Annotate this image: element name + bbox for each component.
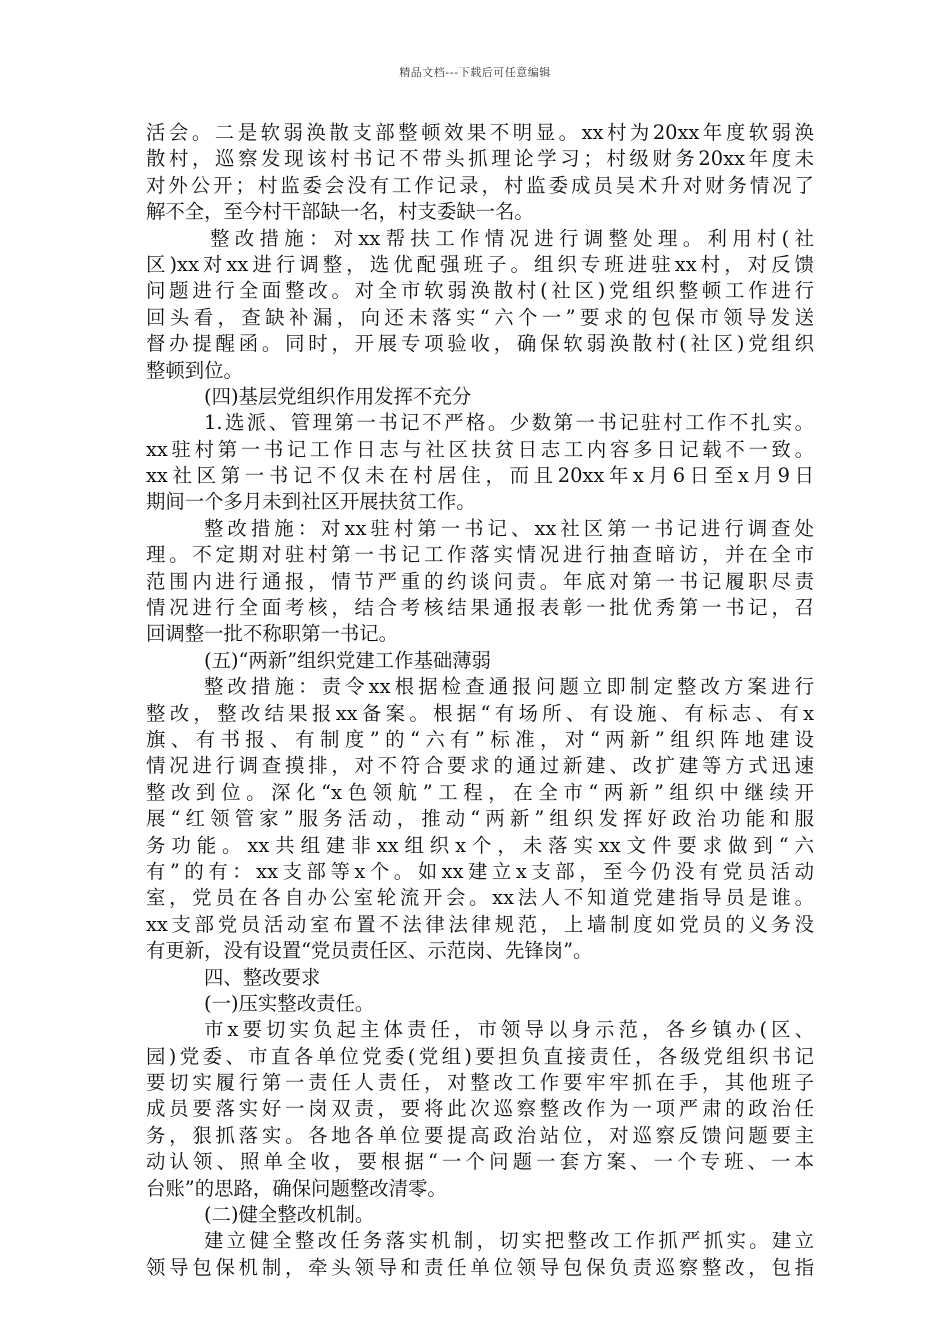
text-line: 整改措施：对xx帮扶工作情况进行调整处理。利用村(社 — [210, 226, 814, 250]
text-line: 整顿到位。 — [146, 358, 243, 382]
text-line: 整改措施：责令xx根据检查通报问题立即制定整改方案进行 — [204, 675, 814, 699]
text-line: 范围内进行通报，情节严重的约谈问责。年底对第一书记履职尽责 — [146, 569, 814, 593]
text-line: xx支部党员活动室布置不法律法律规范，上墙制度如党员的义务没 — [146, 912, 814, 936]
text-line: 1.选派、管理第一书记不严格。少数第一书记驻村工作不扎实。 — [204, 411, 814, 435]
text-line: 活会。二是软弱涣散支部整顿效果不明显。xx村为20xx年度软弱涣 — [146, 121, 814, 144]
text-line: (一)压实整改责任。 — [204, 991, 375, 1015]
text-line: xx社区第一书记不仅未在村居住，而且20xx年x月6日至x月9日 — [146, 464, 814, 488]
text-line: 有”的有：xx支部等x个。如xx建立x支部，至今仍没有党员活动 — [146, 859, 814, 883]
text-line: 回头看，查缺补漏，向还未落实“六个一”要求的包保市领导发送 — [146, 305, 814, 329]
text-line: 展“红领管家”服务活动，推动“两新”组织发挥好政治功能和服 — [146, 807, 814, 831]
text-line: 整改措施：对xx驻村第一书记、xx社区第一书记进行调查处 — [204, 516, 814, 540]
text-line: (五)“两新”组织党建工作基础薄弱 — [204, 648, 492, 672]
text-line: 整改，整改结果报xx备案。根据“有场所、有设施、有标志、有x — [146, 701, 815, 725]
text-line: 有更新，没有设置“党员责任区、示范岗、先锋岗”。 — [146, 939, 593, 963]
text-line: xx驻村第一书记工作日志与社区扶贫日志工内容多日记载不一致。 — [146, 437, 814, 461]
text-line: 散村，巡察发现该村书记不带头抓理论学习；村级财务20xx年度未 — [146, 147, 814, 171]
text-line: (二)健全整改机制。 — [204, 1203, 375, 1227]
text-line: 旗、有书报、有制度”的“六有”标准，对“两新”组织阵地建设 — [146, 727, 814, 751]
text-line: 期间一个多月未到社区开展扶贫工作。 — [146, 490, 476, 514]
text-line: 务功能。xx共组建非xx组织x个，未落实xx文件要求做到“六 — [146, 833, 814, 857]
text-line: 情况进行全面考核，结合考核结果通报表彰一批优秀第一书记，召 — [146, 596, 814, 620]
text-line: 整改到位。深化“x色领航”工程，在全市“两新”组织中继续开 — [146, 780, 814, 804]
text-line: (四)基层党组织作用发挥不充分 — [204, 384, 472, 408]
text-line: 区)xx对xx进行调整，选优配强班子。组织专班进驻xx村，对反馈 — [146, 252, 814, 276]
text-line: 问题进行全面整改。对全市软弱涣散村(社区)党组织整顿工作进行 — [146, 279, 814, 303]
text-line: 回调整一批不称职第一书记。 — [146, 622, 399, 646]
text-line: 市x要切实负起主体责任，市领导以身示范，各乡镇办(区、 — [204, 1018, 814, 1042]
text-line: 情况进行调查摸排，对不符合要求的通过新建、改扩建等方式迅速 — [146, 754, 814, 778]
text-line: 理。不定期对驻村第一书记工作落实情况进行抽查暗访，并在全市 — [146, 543, 814, 567]
text-line: 台账”的思路，确保问题整改清零。 — [146, 1176, 447, 1200]
text-line: 园)党委、市直各单位党委(党组)要担负直接责任，各级党组织书记 — [146, 1044, 814, 1068]
text-line: 室，党员在各自办公室轮流开会。xx法人不知道党建指导员是谁。 — [146, 886, 814, 910]
text-line: 成员要落实好一岗双责，要将此次巡察整改作为一项严肃的政治任 — [146, 1097, 814, 1121]
text-line: 要切实履行第一责任人责任，对整改工作要牢牢抓在手，其他班子 — [146, 1071, 814, 1095]
document-body — [146, 120, 814, 1281]
text-line: 四、整改要求 — [204, 965, 321, 989]
text-line: 动认领、照单全收，要根据“一个问题一套方案、一个专班、一本 — [146, 1150, 814, 1174]
text-line: 解不全，至今村干部缺一名，村支委缺一名。 — [146, 200, 534, 224]
text-line: 领导包保机制，牵头领导和责任单位领导包保负责巡察整改，包指 — [146, 1255, 814, 1279]
text-line: 对外公开；村监委会没有工作记录，村监委成员吴术升对财务情况了 — [146, 173, 814, 197]
text-line: 督办提醒函。同时，开展专项验收，确保软弱涣散村(社区)党组织 — [146, 332, 814, 356]
page-header: 精品文档---下载后可任意编辑 — [399, 66, 551, 79]
text-line: 建立健全整改任务落实机制，切实把整改工作抓严抓实。建立 — [204, 1229, 814, 1253]
text-line: 务，狠抓落实。各地各单位要提高政治站位，对巡察反馈问题要主 — [146, 1123, 814, 1147]
